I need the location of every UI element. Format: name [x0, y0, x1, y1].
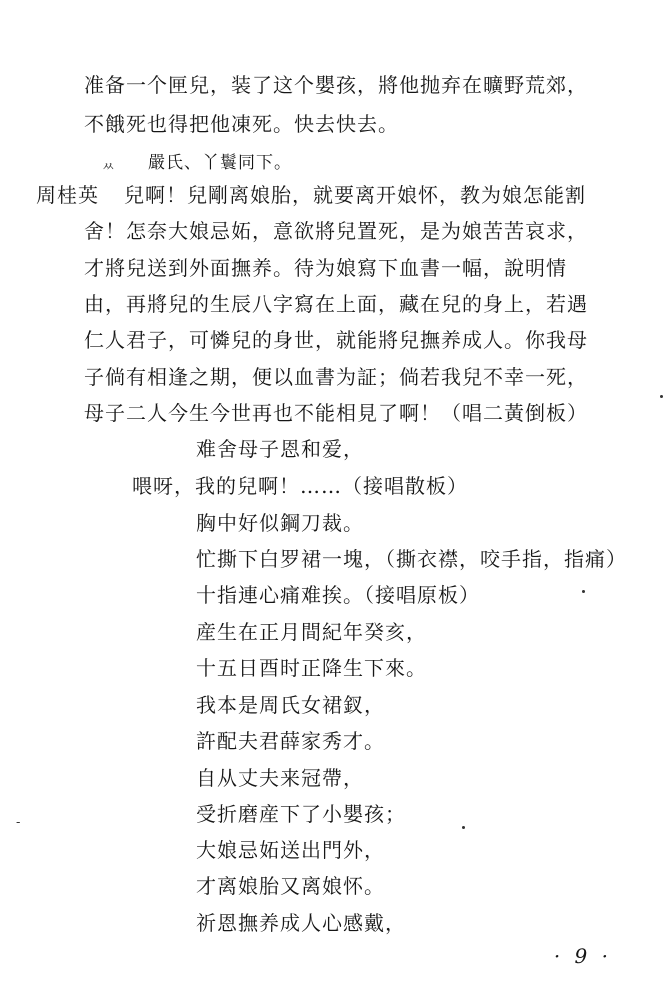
speck	[660, 395, 663, 398]
margin-mark: ㅆ	[102, 160, 115, 175]
speck	[582, 590, 585, 593]
text-line: 准备一个匣兒，装了这个嬰孩，將他抛弃在曠野荒郊，	[84, 73, 588, 97]
lyric-line: 許配夫君薛家秀才。	[196, 729, 385, 753]
lyric-line: 十指連心痛难挨。（接唱原板）	[196, 583, 480, 607]
lyric-line: 十五日酉时正降生下來。	[196, 656, 427, 680]
dialogue-line: 才將兒送到外面撫养。待为娘寫下血書一幅，說明情	[84, 256, 567, 280]
lyric-line: 喂呀，我的兒啊！……（接唱散板）	[132, 474, 468, 498]
lyric-line: 才离娘胎又离娘怀。	[196, 874, 385, 898]
lyric-line: 我本是周氏女裙釵，	[196, 693, 385, 717]
text-line: 不餓死也得把他凍死。快去快去。	[84, 112, 399, 136]
speaker-name: 周桂英	[36, 183, 99, 207]
speck	[462, 826, 465, 829]
page-number: · 9 ·	[553, 944, 612, 968]
dialogue-line: 由，再將兒的生辰八字寫在上面，藏在兒的身上，若遇	[84, 292, 588, 316]
lyric-line: 祈恩撫养成人心感戴，	[196, 911, 406, 935]
dialogue-line: 兒啊！兒剛离娘胎，就要离开娘怀，教为娘怎能割	[124, 183, 586, 207]
dialogue-line: 子倘有相逢之期，便以血書为証；倘若我兒不幸一死，	[84, 365, 588, 389]
lyric-line: 受折磨産下了小嬰孩；	[196, 802, 406, 826]
stage-direction: 嚴氏、丫鬟同下。	[148, 153, 292, 173]
dialogue-line: 舍！怎奈大娘忌妬，意欲將兒置死，是为娘苦苦哀求，	[84, 219, 588, 243]
lyric-line: 産生在正月間紀年癸亥，	[196, 620, 427, 644]
margin-mark: -	[16, 815, 21, 830]
lyric-line: 胸中好似鋼刀裁。	[196, 511, 364, 535]
lyric-line: 大娘忌妬送出門外，	[196, 838, 385, 862]
lyric-line: 自从丈夫来冠帶，	[196, 766, 364, 790]
dialogue-line: 仁人君子，可憐兒的身世，就能將兒撫养成人。你我母	[84, 328, 588, 352]
lyric-line: 难舍母子恩和爱，	[196, 437, 364, 461]
lyric-line: 忙撕下白罗裙一塊，（撕衣襟，咬手指，指痛）	[196, 547, 627, 571]
dialogue-line: 母子二人今生今世再也不能相見了啊！（唱二黃倒板）	[84, 401, 588, 425]
